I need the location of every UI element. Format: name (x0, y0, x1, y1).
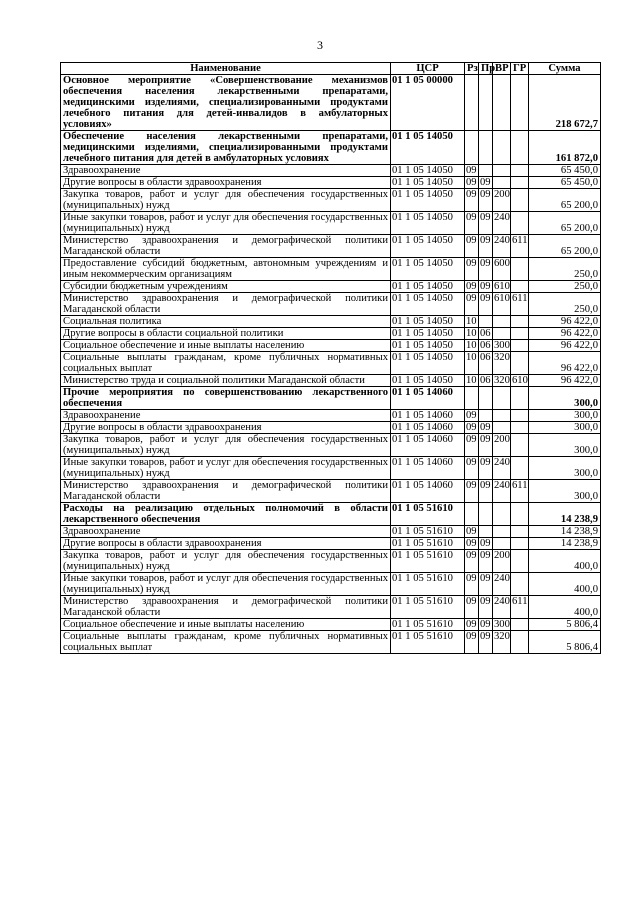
cell-gr (511, 328, 529, 340)
cell-rz: 10 (466, 316, 477, 327)
cell-rz (465, 131, 479, 165)
table-row (61, 352, 601, 375)
table-row (61, 422, 601, 434)
cell-vr: 240 (493, 573, 511, 596)
cell-vr: 610 (494, 281, 510, 292)
cell-rz: 09 (466, 619, 477, 630)
header-csr: ЦСР (391, 63, 465, 75)
table-row (61, 457, 601, 480)
cell-rz: 09 (465, 596, 479, 619)
cell-vr: 300 (494, 340, 510, 351)
cell-gr (511, 387, 529, 410)
cell-vr: 200 (493, 189, 511, 212)
cell-sum: 300,0 (529, 480, 601, 503)
cell-csr: 01 1 05 51610 (391, 631, 465, 654)
cell-vr: 240 (493, 457, 511, 480)
cell-name: Здравоохранение (61, 165, 391, 177)
table-row (61, 526, 601, 538)
cell-rz: 09 (466, 538, 477, 549)
cell-rz (465, 75, 479, 131)
cell-gr (511, 538, 529, 550)
header-sum: Сумма (529, 63, 601, 75)
cell-pr: 09 (479, 480, 493, 503)
cell-sum: 96 422,0 (529, 340, 601, 352)
cell-rz: 09 (465, 631, 479, 654)
cell-vr: 320 (493, 352, 511, 375)
cell-name: Иные закупки товаров, работ и услуг для обеспечения государственных (муниципальных) нужд (61, 457, 391, 480)
cell-csr: 01 1 05 14050 (391, 131, 465, 165)
cell-sum: 300,0 (529, 387, 601, 410)
cell-gr (511, 340, 529, 352)
cell-csr: 01 1 05 51610 (391, 526, 465, 538)
cell-sum: 65 450,0 (529, 165, 601, 177)
header-gr: ГР (511, 63, 529, 75)
cell-pr: 09 (480, 281, 491, 292)
cell-pr: 09 (479, 212, 493, 235)
cell-pr: 09 (479, 235, 493, 258)
cell-csr: 01 1 05 00000 (391, 75, 465, 131)
cell-rz: 09 (465, 457, 479, 480)
cell-name: Социальное обеспечение и иные выплаты населению (61, 340, 391, 352)
cell-csr: 01 1 05 51610 (391, 550, 465, 573)
cell-name: Другие вопросы в области социальной политики (61, 328, 391, 340)
cell-rz: 09 (465, 573, 479, 596)
cell-csr: 01 1 05 14050 (391, 340, 465, 352)
table-row (61, 375, 601, 387)
table-row (61, 596, 601, 619)
cell-vr: 320 (493, 631, 511, 654)
cell-csr: 01 1 05 51610 (391, 573, 465, 596)
cell-gr (511, 434, 529, 457)
table-row (61, 235, 601, 258)
cell-vr: 610 (493, 293, 511, 316)
cell-rz: 09 (466, 422, 477, 433)
cell-name: Закупка товаров, работ и услуг для обеспечения государственных (муниципальных) нужд (61, 189, 391, 212)
cell-vr (493, 410, 511, 422)
table-header-row (61, 63, 601, 75)
cell-gr (511, 212, 529, 235)
cell-gr (511, 573, 529, 596)
cell-csr: 01 1 05 14050 (391, 375, 465, 387)
cell-rz: 09 (465, 189, 479, 212)
table-row (61, 212, 601, 235)
cell-gr (511, 131, 529, 165)
cell-vr (493, 165, 511, 177)
cell-sum: 400,0 (529, 573, 601, 596)
cell-csr: 01 1 05 14050 (391, 281, 465, 293)
cell-pr: 09 (479, 550, 493, 573)
header-name: Наименование (61, 63, 391, 75)
cell-pr: 09 (479, 293, 493, 316)
cell-csr: 01 1 05 14060 (391, 480, 465, 503)
cell-name: Расходы на реализацию отдельных полномочий в области лекарственного обеспечения (61, 503, 391, 526)
cell-csr: 01 1 05 14050 (391, 316, 465, 328)
table-row (61, 480, 601, 503)
cell-sum: 65 200,0 (529, 212, 601, 235)
cell-pr: 06 (479, 352, 493, 375)
cell-csr: 01 1 05 14060 (391, 387, 465, 410)
table-row (61, 177, 601, 189)
cell-name: Другие вопросы в области здравоохранения (61, 177, 391, 189)
cell-name: Министерство здравоохранения и демографической политики Магаданской области (61, 480, 391, 503)
cell-name: Социальная политика (61, 316, 391, 328)
header-pr: Пр (479, 63, 493, 75)
cell-csr: 01 1 05 14050 (391, 189, 465, 212)
cell-rz: 09 (465, 293, 479, 316)
cell-name: Социальные выплаты гражданам, кроме публичных нормативных социальных выплат (61, 352, 391, 375)
table-row (61, 165, 601, 177)
table-row (61, 503, 601, 526)
cell-csr: 01 1 05 14050 (391, 328, 465, 340)
cell-rz: 10 (465, 352, 479, 375)
cell-rz: 10 (466, 340, 477, 351)
cell-name: Социальные выплаты гражданам, кроме публичных нормативных социальных выплат (61, 631, 391, 654)
cell-rz: 09 (466, 177, 477, 188)
cell-pr (479, 526, 493, 538)
table-row (61, 189, 601, 212)
cell-csr: 01 1 05 14060 (391, 422, 465, 434)
cell-vr (493, 422, 511, 434)
cell-sum: 14 238,9 (529, 538, 601, 550)
cell-sum: 400,0 (529, 550, 601, 573)
cell-sum: 250,0 (529, 258, 601, 281)
cell-sum: 300,0 (529, 434, 601, 457)
table-row (61, 281, 601, 293)
cell-name: Предоставление субсидий бюджетным, автономным учреждениям и иным некоммерческим организациям (61, 258, 391, 281)
cell-sum: 5 806,4 (529, 619, 601, 631)
cell-csr: 01 1 05 14050 (391, 177, 465, 189)
cell-gr (511, 550, 529, 573)
table-row (61, 75, 601, 131)
cell-pr: 09 (479, 631, 493, 654)
cell-csr: 01 1 05 14060 (391, 410, 465, 422)
cell-vr: 240 (493, 480, 511, 503)
cell-name: Другие вопросы в области здравоохранения (61, 538, 391, 550)
cell-csr: 01 1 05 14050 (391, 212, 465, 235)
cell-pr: 09 (479, 434, 493, 457)
budget-table (60, 62, 601, 654)
cell-sum: 96 422,0 (529, 352, 601, 375)
cell-vr: 240 (493, 235, 511, 258)
cell-vr (493, 316, 511, 328)
cell-name: Другие вопросы в области здравоохранения (61, 422, 391, 434)
cell-name: Здравоохранение (61, 410, 391, 422)
header-rz: Рз (465, 63, 479, 75)
table-row (61, 316, 601, 328)
cell-vr (493, 131, 511, 165)
cell-gr: 611 (511, 480, 529, 503)
cell-pr (479, 75, 493, 131)
cell-gr: 611 (511, 596, 529, 619)
cell-pr (479, 165, 493, 177)
cell-csr: 01 1 05 14050 (391, 235, 465, 258)
table-row (61, 538, 601, 550)
cell-name: Закупка товаров, работ и услуг для обеспечения государственных (муниципальных) нужд (61, 550, 391, 573)
cell-name: Министерство здравоохранения и демографической политики Магаданской области (61, 596, 391, 619)
cell-vr (493, 328, 511, 340)
cell-name: Иные закупки товаров, работ и услуг для обеспечения государственных (муниципальных) нужд (61, 212, 391, 235)
cell-csr: 01 1 05 51610 (391, 596, 465, 619)
cell-pr: 09 (480, 422, 491, 433)
cell-csr: 01 1 05 14050 (391, 293, 465, 316)
cell-gr (511, 422, 529, 434)
table-row (61, 340, 601, 352)
cell-vr (493, 387, 511, 410)
table-row (61, 573, 601, 596)
cell-name: Министерство здравоохранения и демографической политики Магаданской области (61, 293, 391, 316)
cell-rz: 09 (465, 212, 479, 235)
cell-name: Прочие мероприятия по совершенствованию лекарственного обеспечения (61, 387, 391, 410)
table-row (61, 293, 601, 316)
cell-rz: 09 (466, 410, 477, 421)
cell-rz: 09 (466, 281, 477, 292)
cell-name: Субсидии бюджетным учреждениям (61, 281, 391, 293)
cell-gr (511, 75, 529, 131)
cell-sum: 250,0 (529, 281, 601, 293)
cell-rz (465, 387, 479, 410)
cell-gr (511, 526, 529, 538)
cell-csr: 01 1 05 14060 (391, 434, 465, 457)
cell-sum: 400,0 (529, 596, 601, 619)
cell-gr (511, 258, 529, 281)
cell-gr: 611 (511, 235, 529, 258)
cell-csr: 01 1 05 14050 (391, 258, 465, 281)
cell-rz (465, 503, 479, 526)
cell-pr: 06 (480, 328, 491, 339)
cell-pr (479, 131, 493, 165)
cell-vr (493, 177, 511, 189)
cell-rz: 09 (466, 165, 477, 176)
cell-csr: 01 1 05 14050 (391, 352, 465, 375)
header-vr: ВР (493, 63, 511, 75)
table-row (61, 131, 601, 165)
cell-sum: 65 200,0 (529, 189, 601, 212)
cell-csr: 01 1 05 51610 (391, 538, 465, 550)
cell-sum: 300,0 (529, 457, 601, 480)
cell-name: Обеспечение населения лекарственными препаратами, медицинскими изделиями, специализированными продуктами лечебного питания для детей в амбулаторных условиях (61, 131, 391, 165)
cell-vr: 240 (493, 212, 511, 235)
table-row (61, 258, 601, 281)
table-row (61, 387, 601, 410)
cell-rz: 09 (465, 434, 479, 457)
cell-gr (511, 631, 529, 654)
cell-sum: 96 422,0 (529, 375, 601, 387)
table-row (61, 410, 601, 422)
cell-name: Министерство здравоохранения и демографической политики Магаданской области (61, 235, 391, 258)
cell-sum: 5 806,4 (529, 631, 601, 654)
cell-name: Иные закупки товаров, работ и услуг для обеспечения государственных (муниципальных) нужд (61, 573, 391, 596)
cell-rz: 09 (465, 550, 479, 573)
cell-gr (511, 177, 529, 189)
cell-csr: 01 1 05 14050 (391, 165, 465, 177)
cell-gr: 611 (511, 293, 529, 316)
cell-gr (511, 619, 529, 631)
cell-gr (511, 189, 529, 212)
cell-name: Здравоохранение (61, 526, 391, 538)
cell-pr (479, 316, 493, 328)
cell-rz: 09 (465, 235, 479, 258)
cell-rz: 10 (466, 328, 477, 339)
cell-vr (493, 526, 511, 538)
cell-name: Социальное обеспечение и иные выплаты населению (61, 619, 391, 631)
cell-vr: 300 (494, 619, 510, 630)
cell-pr (479, 503, 493, 526)
cell-pr: 09 (480, 538, 491, 549)
cell-gr (511, 316, 529, 328)
cell-sum: 65 450,0 (529, 177, 601, 189)
cell-pr (479, 387, 493, 410)
cell-sum: 300,0 (529, 410, 601, 422)
cell-sum: 96 422,0 (529, 328, 601, 340)
cell-vr (493, 538, 511, 550)
cell-vr: 600 (493, 258, 511, 281)
cell-gr: 610 (512, 375, 528, 386)
cell-csr: 01 1 05 51610 (391, 503, 465, 526)
cell-vr: 200 (493, 434, 511, 457)
table-row (61, 434, 601, 457)
cell-name: Основное мероприятие «Совершенствование механизмов обеспечения населения лекарственными препаратами, медицинскими изделиями, специализированными продуктами лечебного питания для детей-инвалидов в амбулаторных условиях» (61, 75, 391, 131)
cell-sum: 300,0 (529, 422, 601, 434)
cell-rz: 09 (465, 258, 479, 281)
cell-name: Министерство труда и социальной политики Магаданской области (61, 375, 391, 387)
cell-gr (511, 352, 529, 375)
table-row (61, 328, 601, 340)
cell-gr (511, 457, 529, 480)
cell-pr: 09 (479, 258, 493, 281)
cell-gr (511, 281, 529, 293)
cell-gr (511, 410, 529, 422)
cell-vr (493, 503, 511, 526)
cell-name: Закупка товаров, работ и услуг для обеспечения государственных (муниципальных) нужд (61, 434, 391, 457)
table-row (61, 550, 601, 573)
cell-sum: 218 672,7 (529, 75, 601, 131)
cell-pr: 09 (479, 457, 493, 480)
cell-rz: 09 (466, 526, 477, 537)
cell-pr: 06 (480, 340, 491, 351)
cell-gr (511, 165, 529, 177)
cell-sum: 161 872,0 (529, 131, 601, 165)
table-row (61, 619, 601, 631)
cell-rz: 10 (466, 375, 477, 386)
cell-sum: 14 238,9 (529, 526, 601, 538)
cell-pr: 09 (480, 619, 491, 630)
cell-pr: 09 (479, 573, 493, 596)
cell-pr: 09 (479, 189, 493, 212)
cell-sum: 96 422,0 (529, 316, 601, 328)
cell-vr: 240 (493, 596, 511, 619)
cell-pr (479, 410, 493, 422)
cell-pr: 09 (480, 177, 491, 188)
cell-gr (511, 503, 529, 526)
cell-sum: 14 238,9 (529, 503, 601, 526)
page-number: 3 (317, 38, 323, 52)
cell-pr: 09 (479, 596, 493, 619)
table-row (61, 631, 601, 654)
cell-rz: 09 (465, 480, 479, 503)
cell-sum: 65 200,0 (529, 235, 601, 258)
cell-csr: 01 1 05 51610 (391, 619, 465, 631)
cell-pr: 06 (480, 375, 491, 386)
cell-vr: 200 (493, 550, 511, 573)
cell-sum: 250,0 (529, 293, 601, 316)
cell-vr (493, 75, 511, 131)
cell-csr: 01 1 05 14060 (391, 457, 465, 480)
cell-vr: 320 (494, 375, 510, 386)
